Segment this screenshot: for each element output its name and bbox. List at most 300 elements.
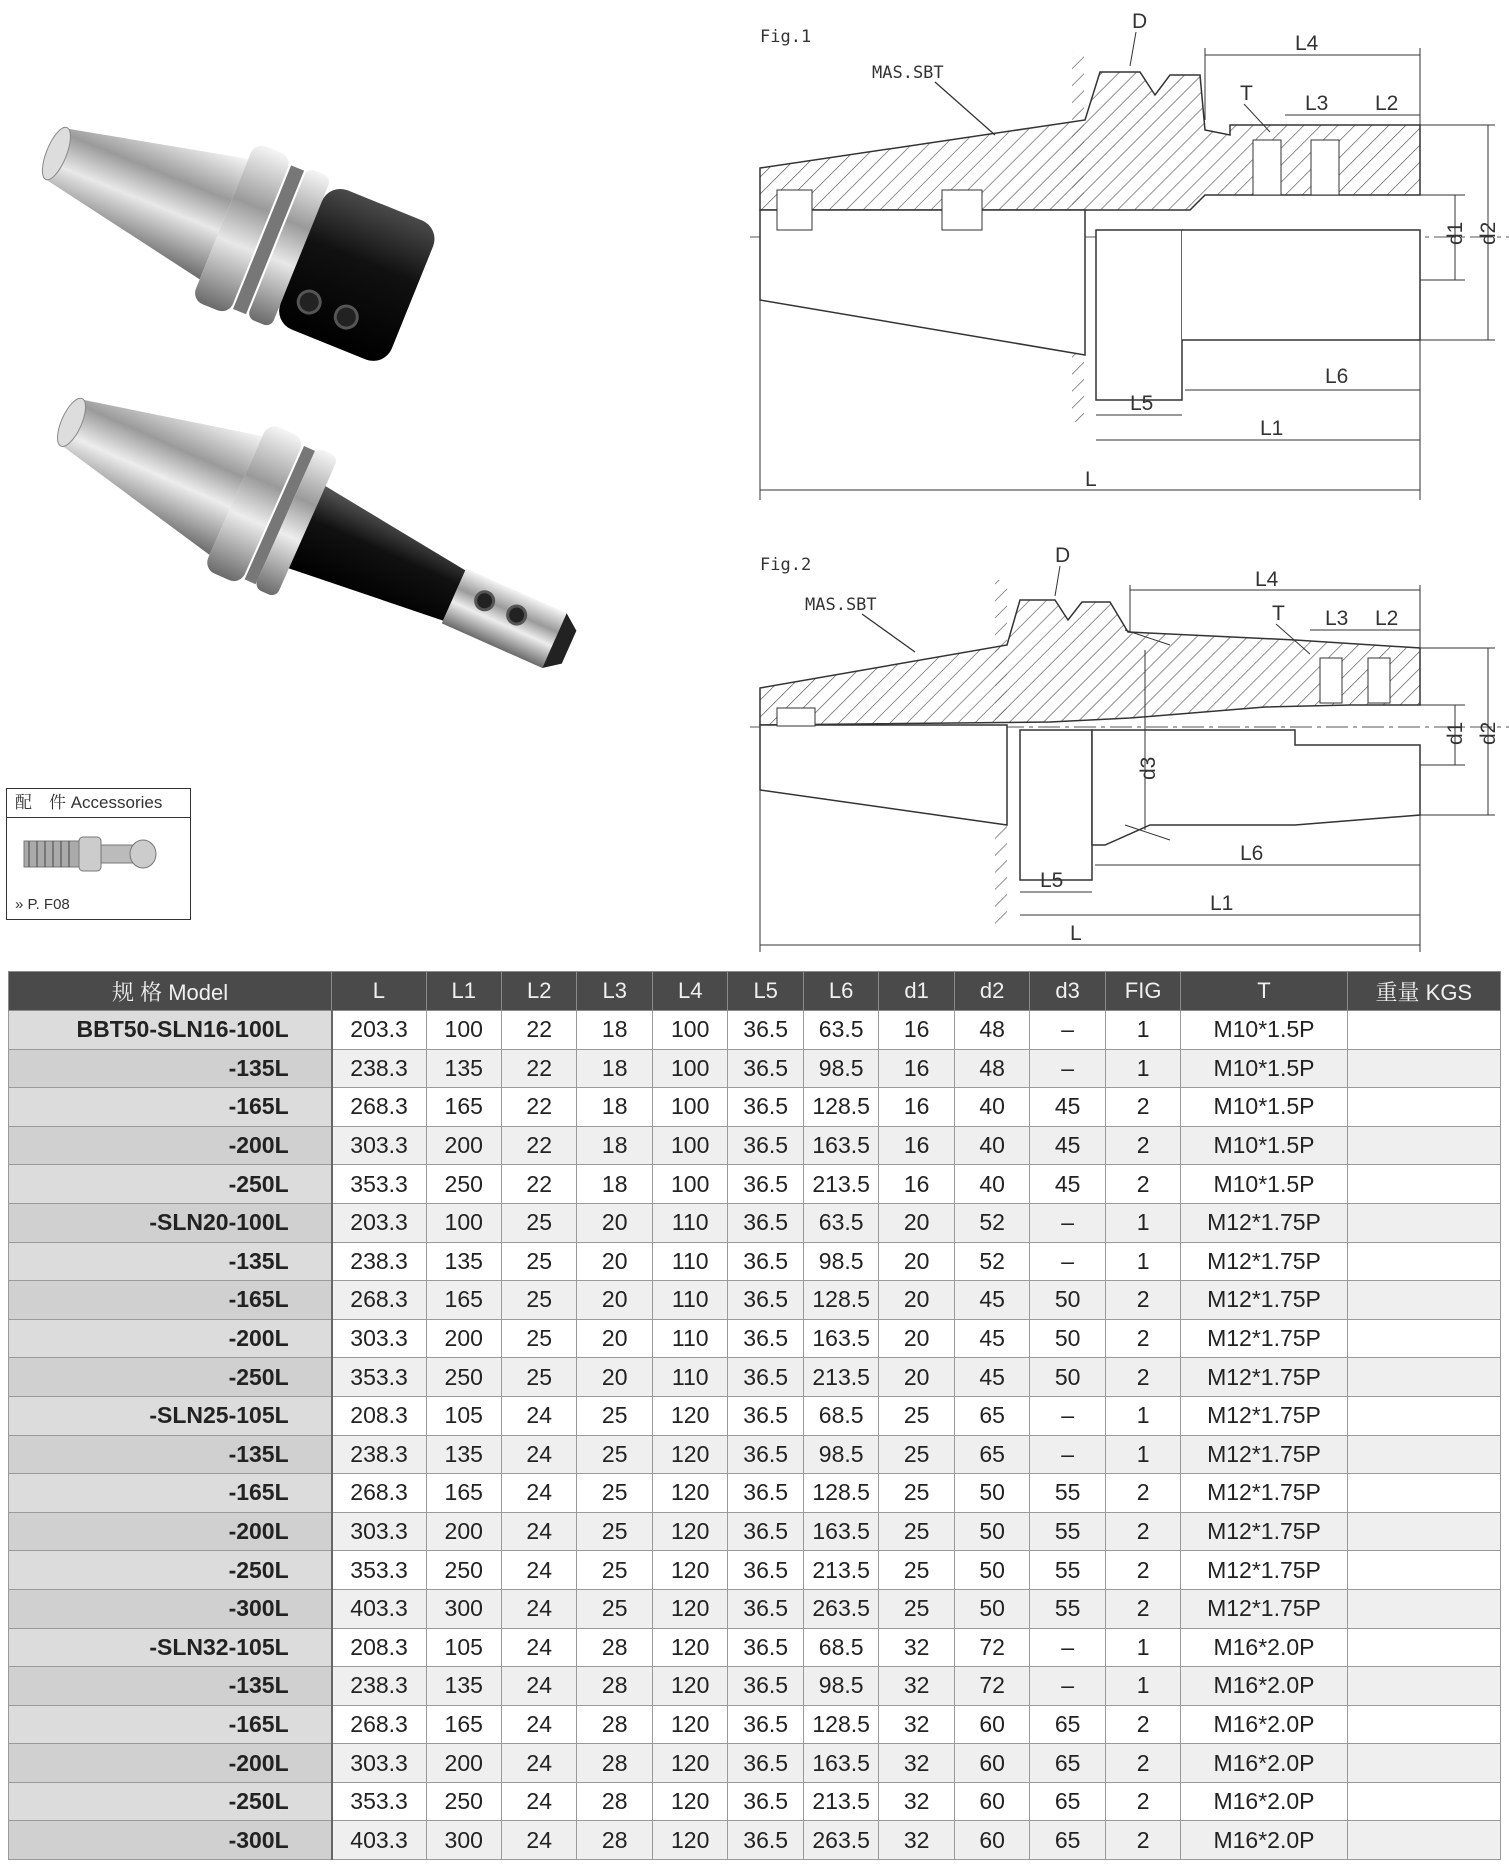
fig1-dim-L3: L3	[1305, 92, 1329, 115]
table-cell	[1347, 1667, 1500, 1706]
model-cell: -SLN20-100L	[9, 1203, 332, 1242]
table-cell	[1347, 1705, 1500, 1744]
table-cell: M12*1.75P	[1181, 1512, 1347, 1551]
table-cell: M10*1.5P	[1181, 1088, 1347, 1127]
fig1-dim-T: T	[1240, 82, 1253, 105]
table-cell: 2	[1105, 1165, 1180, 1204]
table-cell: 24	[501, 1744, 576, 1783]
table-cell: 135	[426, 1435, 501, 1474]
model-cell: -200L	[9, 1744, 332, 1783]
table-cell: 165	[426, 1474, 501, 1513]
table-cell: 65	[1030, 1705, 1105, 1744]
table-cell: 50	[1030, 1358, 1105, 1397]
table-cell: 1	[1105, 1203, 1180, 1242]
model-cell: -300L	[9, 1821, 332, 1860]
table-cell: 300	[426, 1589, 501, 1628]
table-cell: 28	[577, 1782, 652, 1821]
table-cell: 213.5	[803, 1358, 878, 1397]
table-cell: 72	[954, 1667, 1029, 1706]
table-cell	[1347, 1242, 1500, 1281]
table-cell: 200	[426, 1512, 501, 1551]
spec-table-body	[9, 1011, 1501, 1860]
model-cell: -200L	[9, 1512, 332, 1551]
table-cell: 2	[1105, 1319, 1180, 1358]
table-row	[9, 1744, 1501, 1783]
product-photo-long-holder	[18, 355, 598, 755]
model-cell: -165L	[9, 1088, 332, 1127]
table-cell: 200	[426, 1319, 501, 1358]
table-cell: 98.5	[803, 1242, 878, 1281]
fig2-material: MAS.SBT	[805, 595, 877, 615]
table-cell: 268.3	[332, 1088, 426, 1127]
table-cell: M12*1.75P	[1181, 1435, 1347, 1474]
table-cell: 100	[652, 1049, 727, 1088]
model-cell: -250L	[9, 1551, 332, 1590]
table-cell: 300	[426, 1821, 501, 1860]
table-cell: 20	[577, 1203, 652, 1242]
table-cell: 100	[652, 1165, 727, 1204]
table-row	[9, 1319, 1501, 1358]
table-cell: 165	[426, 1705, 501, 1744]
column-header: d3	[1030, 972, 1105, 1011]
table-cell	[1347, 1165, 1500, 1204]
table-cell: 25	[577, 1396, 652, 1435]
table-row	[9, 1589, 1501, 1628]
column-header: d2	[954, 972, 1029, 1011]
table-cell: 268.3	[332, 1705, 426, 1744]
table-cell: M12*1.75P	[1181, 1242, 1347, 1281]
table-cell	[1347, 1126, 1500, 1165]
table-cell: 36.5	[728, 1782, 803, 1821]
table-row	[9, 1435, 1501, 1474]
table-cell: 36.5	[728, 1821, 803, 1860]
table-cell: 163.5	[803, 1512, 878, 1551]
table-cell: –	[1030, 1396, 1105, 1435]
fig1-dim-L4: L4	[1295, 32, 1319, 55]
table-cell: 100	[426, 1203, 501, 1242]
fig2-dim-L6: L6	[1240, 842, 1264, 865]
table-cell: 120	[652, 1821, 727, 1860]
table-row	[9, 1705, 1501, 1744]
model-cell: -135L	[9, 1242, 332, 1281]
fig2-dim-D: D	[1055, 544, 1071, 567]
table-cell: 60	[954, 1821, 1029, 1860]
table-cell: 303.3	[332, 1126, 426, 1165]
table-cell: 165	[426, 1281, 501, 1320]
table-cell: M12*1.75P	[1181, 1396, 1347, 1435]
table-cell: 36.5	[728, 1088, 803, 1127]
table-cell: 128.5	[803, 1281, 878, 1320]
table-cell: 263.5	[803, 1589, 878, 1628]
table-cell: 22	[501, 1165, 576, 1204]
model-cell: -SLN25-105L	[9, 1396, 332, 1435]
table-row	[9, 1126, 1501, 1165]
table-cell: 45	[954, 1358, 1029, 1397]
table-cell: M16*2.0P	[1181, 1782, 1347, 1821]
table-cell: 303.3	[332, 1744, 426, 1783]
table-cell: 208.3	[332, 1396, 426, 1435]
table-row	[9, 1474, 1501, 1513]
table-cell: –	[1030, 1049, 1105, 1088]
table-cell: 45	[1030, 1165, 1105, 1204]
table-cell: 24	[501, 1821, 576, 1860]
table-row	[9, 1203, 1501, 1242]
table-cell	[1347, 1049, 1500, 1088]
table-cell: 48	[954, 1011, 1029, 1050]
table-cell: 268.3	[332, 1474, 426, 1513]
table-cell	[1347, 1821, 1500, 1860]
fig2-dim-L4: L4	[1255, 568, 1279, 591]
table-cell: 24	[501, 1396, 576, 1435]
table-cell: 2	[1105, 1782, 1180, 1821]
table-cell	[1347, 1744, 1500, 1783]
fig2-drawing	[750, 540, 1509, 960]
table-cell: 50	[1030, 1281, 1105, 1320]
column-header: L3	[577, 972, 652, 1011]
table-cell: 120	[652, 1435, 727, 1474]
table-cell	[1347, 1628, 1500, 1667]
table-cell: 25	[501, 1203, 576, 1242]
model-cell: -200L	[9, 1126, 332, 1165]
table-cell: 20	[577, 1358, 652, 1397]
table-cell	[1347, 1589, 1500, 1628]
table-row	[9, 1512, 1501, 1551]
table-cell: 25	[577, 1512, 652, 1551]
table-cell	[1347, 1474, 1500, 1513]
table-cell: 25	[879, 1435, 954, 1474]
table-cell: 63.5	[803, 1203, 878, 1242]
table-cell: 98.5	[803, 1049, 878, 1088]
fig1-drawing	[750, 0, 1509, 520]
table-row	[9, 1088, 1501, 1127]
table-cell: 1	[1105, 1049, 1180, 1088]
table-cell: 203.3	[332, 1203, 426, 1242]
fig1-material: MAS.SBT	[872, 63, 944, 83]
table-cell: 128.5	[803, 1705, 878, 1744]
table-cell: M12*1.75P	[1181, 1203, 1347, 1242]
table-cell: 28	[577, 1705, 652, 1744]
table-cell: 120	[652, 1782, 727, 1821]
table-cell: 2	[1105, 1088, 1180, 1127]
table-cell: 36.5	[728, 1435, 803, 1474]
table-cell: 25	[501, 1358, 576, 1397]
table-cell: 65	[954, 1396, 1029, 1435]
table-cell: 213.5	[803, 1782, 878, 1821]
table-cell: 25	[501, 1242, 576, 1281]
model-cell: -165L	[9, 1281, 332, 1320]
fig2-dim-L1: L1	[1210, 892, 1234, 915]
table-cell: 22	[501, 1126, 576, 1165]
fig1-dim-D: D	[1132, 10, 1148, 33]
fig2-dim-L3: L3	[1325, 607, 1349, 630]
table-cell: 110	[652, 1242, 727, 1281]
fig1-dim-d2: d2	[1477, 221, 1500, 245]
table-cell: –	[1030, 1435, 1105, 1474]
column-header: L4	[652, 972, 727, 1011]
table-cell: M16*2.0P	[1181, 1667, 1347, 1706]
table-cell: 36.5	[728, 1512, 803, 1551]
table-cell: 68.5	[803, 1396, 878, 1435]
table-cell: 24	[501, 1667, 576, 1706]
table-cell: 72	[954, 1628, 1029, 1667]
table-cell: 52	[954, 1242, 1029, 1281]
table-cell: 20	[879, 1203, 954, 1242]
table-cell	[1347, 1782, 1500, 1821]
table-cell: 98.5	[803, 1667, 878, 1706]
table-row	[9, 1551, 1501, 1590]
fig1-dim-L: L	[1085, 468, 1097, 491]
table-cell: 2	[1105, 1358, 1180, 1397]
table-cell: 24	[501, 1589, 576, 1628]
table-cell: 303.3	[332, 1512, 426, 1551]
table-cell: 55	[1030, 1474, 1105, 1513]
table-cell: 24	[501, 1512, 576, 1551]
table-cell: 36.5	[728, 1319, 803, 1358]
fig1-dim-L2: L2	[1375, 92, 1399, 115]
table-cell: 16	[879, 1011, 954, 1050]
table-cell: 213.5	[803, 1165, 878, 1204]
table-cell: 60	[954, 1744, 1029, 1783]
table-cell: 100	[652, 1126, 727, 1165]
table-cell: 40	[954, 1126, 1029, 1165]
table-cell: 238.3	[332, 1435, 426, 1474]
fig2-dim-L5: L5	[1040, 869, 1064, 892]
table-cell: 2	[1105, 1821, 1180, 1860]
fig1-label: Fig.1	[760, 27, 812, 47]
table-cell: 55	[1030, 1551, 1105, 1590]
table-cell: 16	[879, 1165, 954, 1204]
table-cell: 50	[954, 1512, 1029, 1551]
table-cell: M10*1.5P	[1181, 1049, 1347, 1088]
table-cell: 55	[1030, 1589, 1105, 1628]
table-cell: 20	[879, 1319, 954, 1358]
table-cell: 2	[1105, 1589, 1180, 1628]
table-cell: 128.5	[803, 1088, 878, 1127]
column-header: d1	[879, 972, 954, 1011]
table-cell: 28	[577, 1628, 652, 1667]
table-cell: 18	[577, 1088, 652, 1127]
table-cell	[1347, 1203, 1500, 1242]
table-cell: 36.5	[728, 1011, 803, 1050]
table-cell: 120	[652, 1589, 727, 1628]
table-cell: 50	[954, 1474, 1029, 1513]
table-cell: 24	[501, 1551, 576, 1590]
table-cell	[1347, 1319, 1500, 1358]
table-cell: 25	[501, 1281, 576, 1320]
table-cell: 20	[577, 1242, 652, 1281]
column-header: L2	[501, 972, 576, 1011]
column-header: FIG	[1105, 972, 1180, 1011]
product-photo-short-holder	[30, 85, 470, 385]
table-cell	[1347, 1358, 1500, 1397]
table-cell	[1347, 1435, 1500, 1474]
column-header: L5	[728, 972, 803, 1011]
table-cell: 55	[1030, 1512, 1105, 1551]
table-cell: 63.5	[803, 1011, 878, 1050]
table-cell: 65	[1030, 1821, 1105, 1860]
table-cell: M12*1.75P	[1181, 1319, 1347, 1358]
table-cell: 250	[426, 1782, 501, 1821]
table-cell: M16*2.0P	[1181, 1744, 1347, 1783]
table-cell: 36.5	[728, 1628, 803, 1667]
table-cell: 163.5	[803, 1319, 878, 1358]
table-cell: 2	[1105, 1281, 1180, 1320]
fig2-label: Fig.2	[760, 555, 812, 575]
table-cell: 403.3	[332, 1821, 426, 1860]
table-cell: 22	[501, 1011, 576, 1050]
table-cell: 28	[577, 1744, 652, 1783]
pull-stud-image	[19, 823, 179, 883]
table-cell: –	[1030, 1667, 1105, 1706]
table-cell: 22	[501, 1088, 576, 1127]
table-cell: 36.5	[728, 1203, 803, 1242]
table-cell: 110	[652, 1358, 727, 1397]
table-cell: 120	[652, 1512, 727, 1551]
table-cell: –	[1030, 1242, 1105, 1281]
table-cell: 20	[879, 1242, 954, 1281]
table-cell: 28	[577, 1821, 652, 1860]
table-cell: 1	[1105, 1011, 1180, 1050]
table-cell: 36.5	[728, 1049, 803, 1088]
table-cell: 16	[879, 1049, 954, 1088]
table-cell: 25	[879, 1551, 954, 1590]
table-cell: 1	[1105, 1396, 1180, 1435]
table-cell: 250	[426, 1165, 501, 1204]
model-cell: -300L	[9, 1589, 332, 1628]
table-cell: 303.3	[332, 1319, 426, 1358]
model-cell: -135L	[9, 1435, 332, 1474]
model-cell: BBT50-SLN16-100L	[9, 1011, 332, 1050]
fig2-dim-L2: L2	[1375, 607, 1399, 630]
table-cell: 110	[652, 1319, 727, 1358]
table-cell: 36.5	[728, 1242, 803, 1281]
fig1-dim-L6: L6	[1325, 365, 1349, 388]
table-cell: 18	[577, 1126, 652, 1165]
table-cell: 25	[879, 1396, 954, 1435]
table-cell: 25	[577, 1435, 652, 1474]
table-cell: 1	[1105, 1435, 1180, 1474]
table-row	[9, 1396, 1501, 1435]
table-cell: 40	[954, 1088, 1029, 1127]
fig2-dim-d2: d2	[1477, 721, 1500, 745]
table-cell: M16*2.0P	[1181, 1705, 1347, 1744]
accessories-reference: » P. F08	[15, 896, 70, 913]
table-cell: –	[1030, 1011, 1105, 1050]
table-cell: 238.3	[332, 1242, 426, 1281]
table-row	[9, 1165, 1501, 1204]
table-cell: M12*1.75P	[1181, 1281, 1347, 1320]
fig2-dim-T: T	[1272, 602, 1285, 625]
table-row	[9, 1242, 1501, 1281]
table-cell: 110	[652, 1281, 727, 1320]
table-cell	[1347, 1512, 1500, 1551]
column-header: L6	[803, 972, 878, 1011]
table-cell: 268.3	[332, 1281, 426, 1320]
table-cell: 45	[954, 1319, 1029, 1358]
table-cell: 60	[954, 1782, 1029, 1821]
table-cell: 100	[652, 1011, 727, 1050]
table-cell: 18	[577, 1011, 652, 1050]
table-cell: 250	[426, 1358, 501, 1397]
table-cell: 32	[879, 1744, 954, 1783]
table-cell: 36.5	[728, 1358, 803, 1397]
fig1-dim-L5: L5	[1130, 392, 1154, 415]
table-cell: 110	[652, 1203, 727, 1242]
table-row	[9, 1049, 1501, 1088]
table-cell: M10*1.5P	[1181, 1011, 1347, 1050]
table-cell: 135	[426, 1242, 501, 1281]
column-header: L	[332, 972, 426, 1011]
table-cell: 50	[1030, 1319, 1105, 1358]
table-cell: 18	[577, 1049, 652, 1088]
table-cell: 36.5	[728, 1281, 803, 1320]
table-cell: 36.5	[728, 1667, 803, 1706]
spec-table-container	[8, 971, 1501, 1860]
table-cell: 24	[501, 1628, 576, 1667]
table-row	[9, 1821, 1501, 1860]
spec-table	[8, 971, 1501, 1860]
table-cell: M10*1.5P	[1181, 1126, 1347, 1165]
table-cell: 203.3	[332, 1011, 426, 1050]
table-cell	[1347, 1551, 1500, 1590]
table-cell: 25	[879, 1589, 954, 1628]
table-cell: 45	[954, 1281, 1029, 1320]
table-cell: M12*1.75P	[1181, 1551, 1347, 1590]
model-cell: -165L	[9, 1705, 332, 1744]
table-cell: 263.5	[803, 1821, 878, 1860]
table-cell: 165	[426, 1088, 501, 1127]
table-cell: 25	[577, 1589, 652, 1628]
column-header: L1	[426, 972, 501, 1011]
table-cell: 353.3	[332, 1358, 426, 1397]
model-cell: -135L	[9, 1049, 332, 1088]
column-header: T	[1181, 972, 1347, 1011]
table-cell: 24	[501, 1782, 576, 1821]
table-cell: 50	[954, 1589, 1029, 1628]
table-cell: 52	[954, 1203, 1029, 1242]
table-cell: 36.5	[728, 1744, 803, 1783]
table-cell: 120	[652, 1551, 727, 1590]
table-cell: 2	[1105, 1474, 1180, 1513]
table-cell: 50	[954, 1551, 1029, 1590]
table-cell: –	[1030, 1203, 1105, 1242]
table-cell: 24	[501, 1705, 576, 1744]
table-cell: 36.5	[728, 1474, 803, 1513]
table-cell: 45	[1030, 1088, 1105, 1127]
table-cell: 238.3	[332, 1667, 426, 1706]
table-cell: 25	[879, 1474, 954, 1513]
table-cell: 403.3	[332, 1589, 426, 1628]
table-cell: 68.5	[803, 1628, 878, 1667]
table-cell: M12*1.75P	[1181, 1474, 1347, 1513]
table-cell: 100	[652, 1088, 727, 1127]
table-cell: 353.3	[332, 1551, 426, 1590]
table-cell: 20	[577, 1319, 652, 1358]
table-cell: 353.3	[332, 1782, 426, 1821]
table-cell: M16*2.0P	[1181, 1628, 1347, 1667]
table-cell: 200	[426, 1744, 501, 1783]
table-cell: 32	[879, 1628, 954, 1667]
accessories-title: 配 件 Accessories	[7, 789, 190, 818]
table-cell: M10*1.5P	[1181, 1165, 1347, 1204]
table-cell: 105	[426, 1628, 501, 1667]
table-cell: 250	[426, 1551, 501, 1590]
table-cell: 25	[501, 1319, 576, 1358]
model-cell: -250L	[9, 1358, 332, 1397]
table-cell: 24	[501, 1435, 576, 1474]
table-row	[9, 1358, 1501, 1397]
table-cell: 20	[879, 1281, 954, 1320]
